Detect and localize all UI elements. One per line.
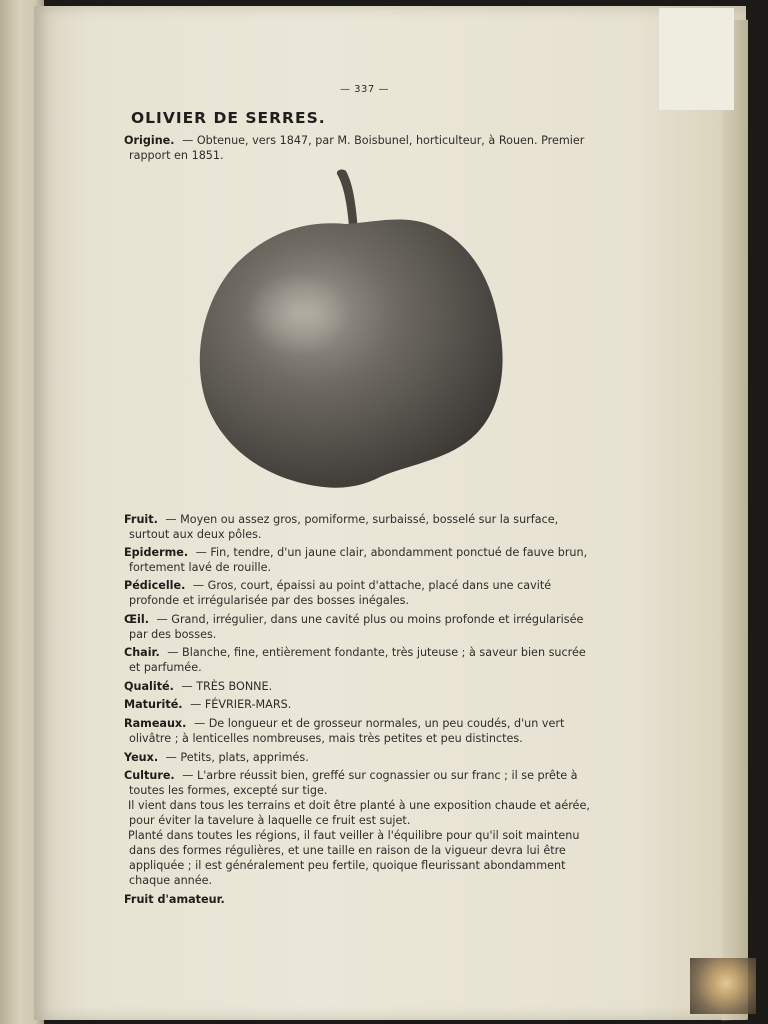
thumb-photo-artifact bbox=[690, 958, 756, 1014]
origin-label: Origine. bbox=[124, 134, 175, 147]
amateur-entry bbox=[124, 892, 599, 907]
entry-label: Qualité. bbox=[124, 680, 174, 693]
entry-text: — L'arbre réussit bien, greffé sur cognassier ou sur franc ; il se prête à toutes les formes, excepté sur tige. bbox=[129, 769, 578, 797]
fruit-entry bbox=[124, 512, 599, 542]
entry-label: Fruit d'amateur. bbox=[124, 893, 225, 906]
maturite-entry bbox=[124, 697, 599, 712]
entry-label: Pédicelle. bbox=[124, 579, 186, 592]
entry-text: — Petits, plats, apprimés. bbox=[165, 751, 309, 764]
entry-label: Fruit. bbox=[124, 513, 158, 526]
paper-patch bbox=[659, 8, 734, 110]
pear-stem bbox=[337, 170, 358, 230]
page-number: — 337 — bbox=[340, 84, 389, 95]
entry-text: — TRÈS BONNE. bbox=[181, 680, 273, 693]
entry-label: Culture. bbox=[124, 769, 175, 782]
entry-text: — Fin, tendre, d'un jaune clair, abondamment ponctué de fauve brun, fortement lavé de rouille. bbox=[129, 546, 588, 574]
qualite-entry bbox=[124, 679, 599, 694]
culture-entry bbox=[124, 768, 599, 798]
culture-paragraph-3 bbox=[124, 828, 599, 888]
origin-entry bbox=[124, 133, 589, 163]
pear-body bbox=[200, 220, 503, 488]
yeux-entry bbox=[124, 750, 599, 765]
pedicelle-entry bbox=[124, 578, 599, 608]
entry-text: — De longueur et de grosseur normales, un peu coudés, d'un vert olivâtre ; à lenticelles nombreuses, mais très petites et peu distinctes. bbox=[129, 717, 565, 745]
entry-label: Œil. bbox=[124, 613, 149, 626]
pear-highlight bbox=[246, 272, 350, 356]
entry-text: — Gros, court, épaissi au point d'attache, placé dans une cavité profonde et irrégularisée par des bosses inégales. bbox=[129, 579, 552, 607]
oeil-entry bbox=[124, 612, 599, 642]
entry-text: Il vient dans tous les terrains et doit être planté à une exposition chaude et aérée, pour éviter la tavelure à laquelle ce fruit est sujet. bbox=[128, 799, 590, 827]
entry-text: — Blanche, fine, entièrement fondante, très juteuse ; à saveur bien sucrée et parfumée. bbox=[129, 646, 586, 674]
chair-entry bbox=[124, 645, 599, 675]
entry-label: Epiderme. bbox=[124, 546, 189, 559]
entry-label: Yeux. bbox=[124, 751, 159, 764]
entry-text: — Grand, irrégulier, dans une cavité plus ou moins profonde et irrégularisée par des bosses. bbox=[129, 613, 584, 641]
entry-text: Planté dans toutes les régions, il faut veiller à l'équilibre pour qu'il soit maintenu dans des formes régulières, et une taille en raison de la vigueur devra lui être appliquée ; il est généralement peu fertile, quoique fleurissant abondamment chaque année. bbox=[128, 829, 580, 887]
entry-label: Chair. bbox=[124, 646, 160, 659]
entry-label: Maturité. bbox=[124, 698, 183, 711]
origin-text: — Obtenue, vers 1847, par M. Boisbunel, horticulteur, à Rouen. Premier rapport en 1851. bbox=[129, 134, 585, 162]
entry-text: — Moyen ou assez gros, pomiforme, surbaissé, bosselé sur la surface, surtout aux deux pôles. bbox=[129, 513, 559, 541]
page-stack-edge bbox=[722, 20, 748, 1020]
variety-title: OLIVIER DE SERRES. bbox=[131, 109, 326, 127]
rameaux-entry bbox=[124, 716, 599, 746]
entry-label: Rameaux. bbox=[124, 717, 187, 730]
pear-illustration bbox=[196, 164, 506, 492]
epiderme-entry bbox=[124, 545, 599, 575]
culture-paragraph-2 bbox=[124, 798, 599, 828]
entry-text: — FÉVRIER-MARS. bbox=[190, 698, 292, 711]
